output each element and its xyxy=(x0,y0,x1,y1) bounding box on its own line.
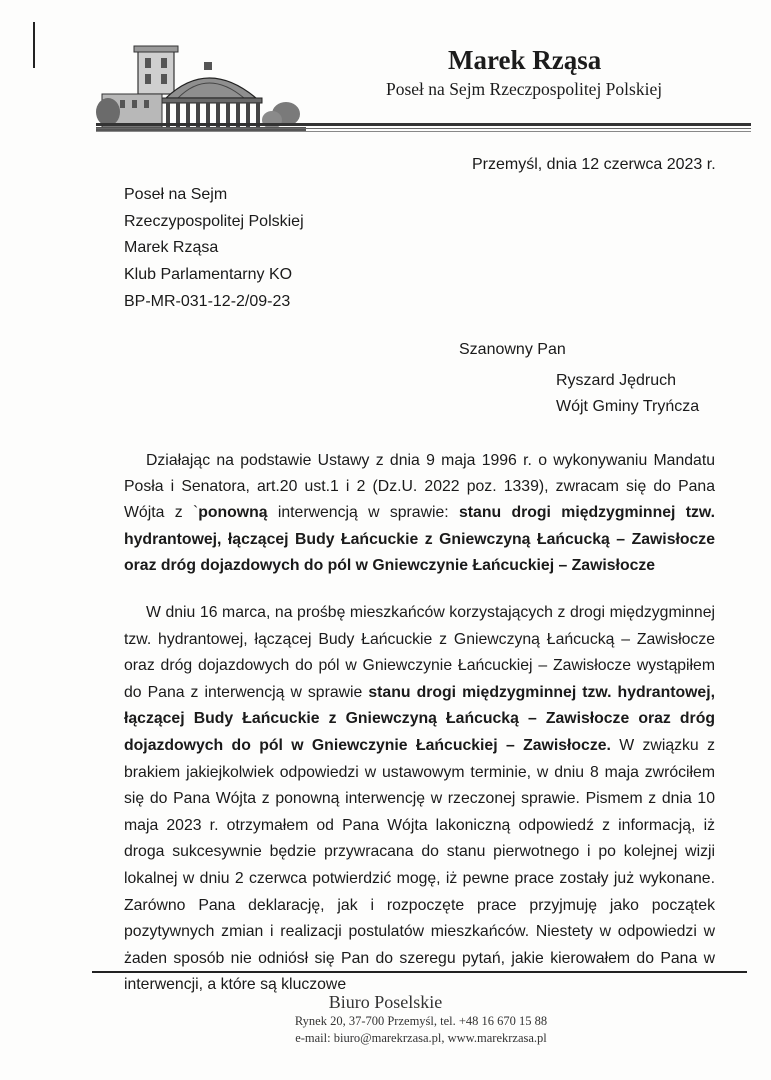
sejm-building-icon xyxy=(96,42,306,142)
header-rule xyxy=(96,123,751,126)
sender-block xyxy=(124,182,304,316)
recipient-name: Ryszard Jędruch xyxy=(556,372,677,389)
paragraph-text: W dniu 16 marca, na prośbę mieszkańców korzystających z drogi międzygminnej tzw. hydrantowej, łączącej Budy Łańcuckie z Gniewczyną Łańcucką – Zawisłocze oraz dróg dojazdowych do pól w Gniewczynie Łańcuckiej – Zawisłocze wystąpiłem do Pana z interwencją w sprawie xyxy=(124,604,715,701)
sender-line: Klub Parlamentarny KO xyxy=(124,266,293,284)
paragraph-text: W związku z brakiem jakiejkolwiek odpowiedzi w ustawowym terminie, w dniu 8 maja zwróciłem się do Pana Wójta z ponowną interwencję w rzeczonej sprawie. Pismem z dnia 10 maja 2023 r. otrzymałem od Pana Wójta lakoniczną odpowiedź z informacją, iż droga sukcesywnie będzie przywracana do stanu pierwotnego i po kolejnej wizji lokalnej w dniu 2 czerwca potwierdzić mogę, iż pewne prace zostały już wykonane. Zarówno Pana deklarację, jak i rozpoczęte prace przyjmuję jako początek pozytywnych zmian i realizacji postulatów mieszkańców. Niestety w odpowiedzi w żaden sposób nie odniósł się Pan do szeregu pytań, jakie kierowałem do Pana w interwencji, a które są kluczowe xyxy=(124,736,715,994)
header-rule-thin xyxy=(96,128,751,129)
recipient-title: Wójt Gminy Tryńcza xyxy=(556,398,700,415)
subject-text: stanu drogi międzygminnej tzw. hydrantowej, łączącej Budy Łańcuckie z Gniewczyną Łańcucką – Zawisłocze oraz dróg dojazdowych do pól w Gniewczynie Łańcuckiej – Zawisłocze. xyxy=(124,683,715,754)
date-line: Przemyśl, dnia 12 czerwca 2023 r. xyxy=(472,156,716,173)
emphasis-text: ponowną xyxy=(198,504,268,522)
subject-text: stanu drogi międzygminnej tzw. hydrantowej, łączącej Budy Łańcuckie z Gniewczyną Łańcucką – Zawisłocze oraz dróg dojazdowych do pól w Gniewczynie Łańcuckiej – Zawisłocze xyxy=(124,504,715,574)
sender-line: Poseł na Sejm xyxy=(124,186,228,203)
sender-line: Marek Rząsa xyxy=(124,239,219,257)
recipient-block xyxy=(556,368,699,420)
paragraph-text: Działając na podstawie Ustawy z dnia 9 maja 1996 r. o wykonywaniu Mandatu Posła i Senatora, art.20 ust.1 i 2 (Dz.U. 2022 poz. 1339), zwracam się do Pana Wójta z ` xyxy=(124,452,715,522)
mp-name: Marek Rząsa xyxy=(448,45,602,75)
sender-line: Rzeczypospolitej Polskiej xyxy=(124,212,304,230)
salutation: Szanowny Pan xyxy=(459,341,566,358)
footer-contact: e-mail: biuro@marekrzasa.pl, www.marekrzasa.pl xyxy=(295,1031,547,1045)
reference-number: BP-MR-031-12-2/09-23 xyxy=(124,292,291,310)
mp-role: Poseł na Sejm Rzeczpospolitej Polskiej xyxy=(386,79,663,99)
margin-mark xyxy=(33,22,35,68)
footer-rule xyxy=(92,971,747,973)
paragraph-text: interwencją w sprawie: xyxy=(267,504,459,522)
paragraph-1 xyxy=(124,448,715,579)
header-rule-thin xyxy=(96,131,751,132)
footer-title: Biuro Poselskie xyxy=(328,992,443,1012)
paragraph-2 xyxy=(124,600,715,999)
footer-address: Rynek 20, 37-700 Przemyśl, tel. +48 16 670 15 88 xyxy=(294,1014,548,1028)
